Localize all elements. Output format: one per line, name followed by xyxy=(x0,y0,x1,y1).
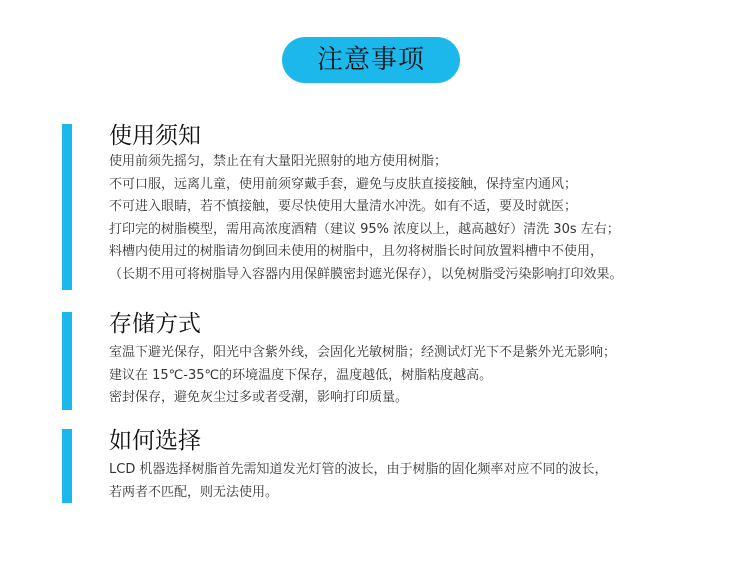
text-line: 不可口服，远离儿童，使用前须穿戴手套，避免与皮肤直接接触，保持室内通风； xyxy=(109,176,578,192)
text-line: 不可进入眼睛，若不慎接触，要尽快使用大量清水冲洗。如有不适，要及时就医； xyxy=(109,199,578,214)
section-heading: 如何选择 xyxy=(109,428,201,454)
page-title: 注意事项 xyxy=(282,37,460,83)
section-accent-bar xyxy=(62,312,72,410)
section-heading: 存储方式 xyxy=(109,311,201,337)
text-line: 密封保存，避免灰尘过多或者受潮，影响打印质量。 xyxy=(109,390,409,405)
section-accent-bar xyxy=(62,124,72,290)
text-line: 室温下避光保存，阳光中含紫外线，会固化光敏树脂；经测试灯光下不是紫外光无影响； xyxy=(109,345,617,360)
section-text xyxy=(109,151,623,286)
text-line: 料槽内使用过的树脂请勿倒回未使用的树脂中，且勿将树脂长时间放置料槽中不使用， xyxy=(109,244,604,259)
section-text xyxy=(109,459,607,504)
text-line: 建议在 15℃-35℃的环境温度下保存，温度越低，树脂粘度越高。 xyxy=(109,367,493,383)
text-line: 使用前须先摇匀，禁止在有大量阳光照射的地方使用树脂； xyxy=(109,154,448,169)
text-line: LCD 机器选择树脂首先需知道发光灯管的波长，由于树脂的固化频率对应不同的波长， xyxy=(109,462,608,477)
text-line: 打印完的树脂模型，需用高浓度酒精（建议 95% 浓度以上，越高越好）清洗 30s 左右； xyxy=(109,221,620,237)
text-line: （长期不用可将树脂导入容器内用保鲜膜密封遮光保存），以免树脂受污染影响打印效果。 xyxy=(109,266,623,282)
section-heading: 使用须知 xyxy=(109,123,201,149)
section-accent-bar xyxy=(62,429,72,503)
text-line: 若两者不匹配，则无法使用。 xyxy=(109,484,279,500)
section-text xyxy=(109,342,616,410)
